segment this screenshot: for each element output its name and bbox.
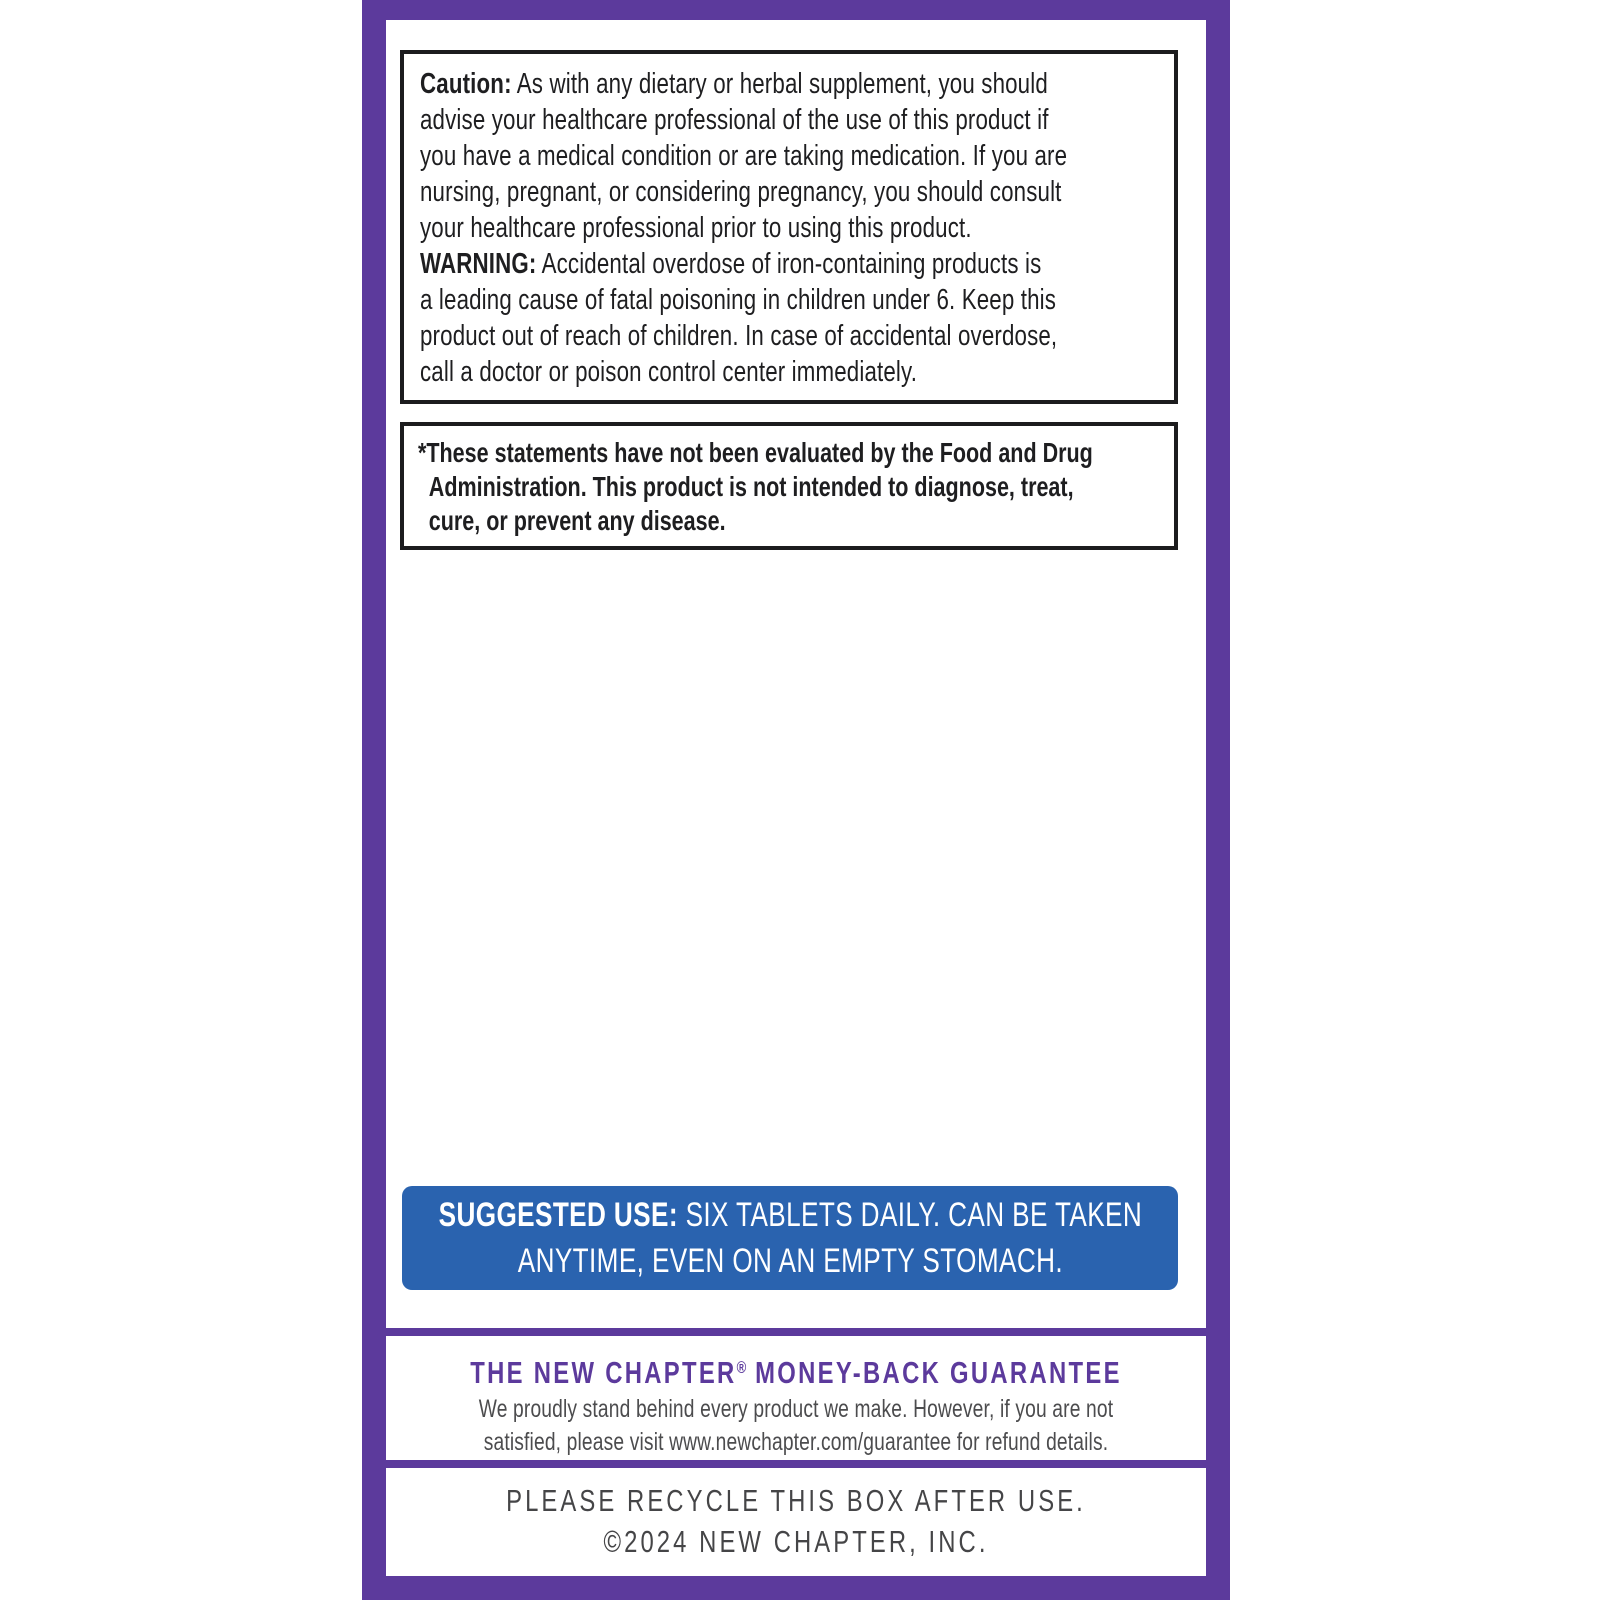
main-section	[386, 20, 1206, 1328]
fda-disclaimer-box	[400, 422, 1178, 550]
copyright-text: ©2024 NEW CHAPTER, INC.	[603, 1524, 989, 1559]
recycle-section	[386, 1468, 1206, 1576]
purple-frame	[362, 0, 1230, 1600]
caution-first-line-text: As with any dietary or herbal supplement, you should	[511, 68, 1048, 100]
guarantee-title	[386, 1348, 1206, 1393]
caution-line: advise your healthcare professional of the use of this product if	[420, 104, 1049, 136]
caution-line: you have a medical condition or are taking medication. If you are	[420, 140, 1068, 172]
guarantee-body-line: satisfied, please visit www.newchapter.com/guarantee for refund details.	[483, 1428, 1109, 1456]
suggested-use-line-2: ANYTIME, EVEN ON AN EMPTY STOMACH.	[517, 1242, 1063, 1280]
fda-disclaimer-line: cure, or prevent any disease.	[428, 505, 726, 536]
registered-trademark-symbol: ®	[736, 1358, 747, 1377]
caution-first-line	[420, 66, 1158, 102]
caution-line: your healthcare professional prior to using this product.	[420, 212, 972, 244]
fda-disclaimer-lines	[418, 436, 1160, 538]
suggested-use-line-1-text: SIX TABLETS DAILY. CAN BE TAKEN	[677, 1196, 1142, 1234]
suggested-use-line-1	[402, 1192, 1178, 1238]
suggested-use-banner	[402, 1186, 1178, 1290]
guarantee-body-line: We proudly stand behind every product we make. However, if you are not	[478, 1395, 1114, 1423]
guarantee-body	[386, 1393, 1206, 1459]
warning-line: call a doctor or poison control center immediately.	[420, 356, 918, 388]
warning-first-line-text: Accidental overdose of iron-containing products is	[536, 248, 1042, 280]
warning-line: a leading cause of fatal poisoning in children under 6. Keep this	[420, 284, 1057, 316]
warning-first-line	[420, 246, 1158, 282]
warning-line: product out of reach of children. In case of accidental overdose,	[420, 320, 1058, 352]
warning-lines	[420, 282, 1158, 390]
guarantee-title-rest: MONEY-BACK GUARANTEE	[746, 1355, 1122, 1390]
guarantee-section	[386, 1336, 1206, 1460]
caution-lines	[420, 102, 1158, 246]
caution-line: nursing, pregnant, or considering pregnancy, you should consult	[420, 176, 1062, 208]
recycle-notice: PLEASE RECYCLE THIS BOX AFTER USE.	[506, 1483, 1086, 1518]
suggested-use-label: SUGGESTED USE:	[438, 1196, 678, 1234]
caution-label: Caution:	[420, 68, 512, 100]
fda-disclaimer-line: *These statements have not been evaluated by the Food and Drug	[418, 437, 1093, 468]
fda-disclaimer-line: Administration. This product is not intended to diagnose, treat,	[428, 471, 1074, 502]
caution-warning-box	[400, 50, 1178, 404]
guarantee-title-main: THE NEW CHAPTER	[470, 1355, 737, 1390]
warning-label: WARNING:	[420, 248, 537, 280]
